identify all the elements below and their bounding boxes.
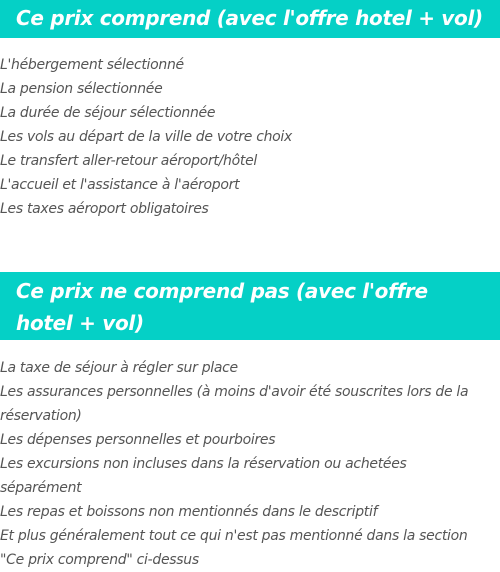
list-item: L'hébergement sélectionné bbox=[0, 57, 184, 73]
list-item: Le transfert aller-retour aéroport/hôtel bbox=[0, 153, 257, 169]
section-header-price-includes: Ce prix comprend (avec l'offre hotel + vol) bbox=[0, 0, 500, 38]
list-item: Les assurances personnelles (à moins d'avoir été souscrites lors de la réservation) bbox=[0, 384, 469, 424]
list-item: La durée de séjour sélectionnée bbox=[0, 105, 216, 121]
list-item: Les repas et boissons non mentionnés dans le descriptif bbox=[0, 504, 378, 520]
list-item: L'accueil et l'assistance à l'aéroport bbox=[0, 177, 240, 193]
price-excludes-list bbox=[0, 356, 500, 572]
list-item: La taxe de séjour à régler sur place bbox=[0, 360, 238, 376]
list-item: La pension sélectionnée bbox=[0, 81, 163, 97]
list-item: Les dépenses personnelles et pourboires bbox=[0, 432, 276, 448]
list-item: Et plus généralement tout ce qui n'est pas mentionné dans la section "Ce prix comprend" ci-dessus bbox=[0, 528, 468, 568]
price-includes-list bbox=[0, 53, 500, 221]
section-header-price-excludes: Ce prix ne comprend pas (avec l'offre hotel + vol) bbox=[0, 272, 500, 340]
list-item: Les taxes aéroport obligatoires bbox=[0, 201, 209, 217]
list-item: Les vols au départ de la ville de votre choix bbox=[0, 129, 293, 145]
list-item: Les excursions non incluses dans la réservation ou achetées séparément bbox=[0, 456, 407, 496]
